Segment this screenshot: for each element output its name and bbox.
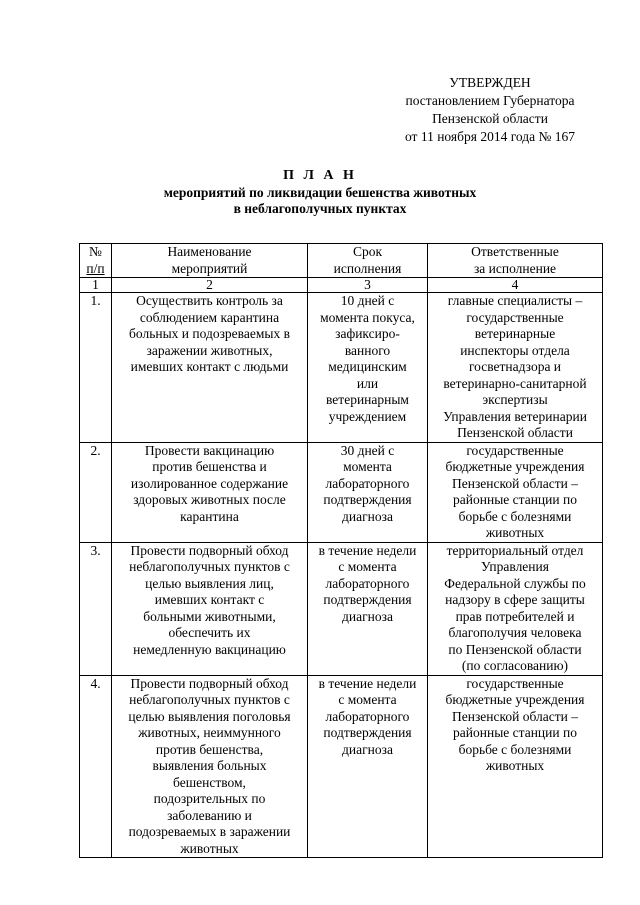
row-number: 3. bbox=[80, 542, 112, 675]
row-deadline-line: подтверждения bbox=[323, 492, 412, 507]
header-text: мероприятий bbox=[171, 260, 248, 276]
header-text: исполнения bbox=[333, 260, 402, 276]
row-deadline-line: лабораторного bbox=[325, 708, 410, 724]
row-deadline-line: или bbox=[356, 375, 379, 391]
approval-line: УТВЕРЖДЕН bbox=[449, 75, 531, 90]
row-deadline-line: в течение недели bbox=[318, 675, 417, 691]
row-responsible-line: ветеринарно-санитарной bbox=[443, 375, 587, 391]
row-responsible-line: территориальный отдел bbox=[446, 542, 584, 558]
header-number bbox=[80, 244, 112, 278]
row-deadline bbox=[308, 293, 428, 443]
header-action bbox=[112, 244, 308, 278]
row-deadline-line: зафиксиро- bbox=[335, 326, 400, 341]
table-row bbox=[80, 442, 603, 542]
row-action-line: против бешенства и bbox=[152, 459, 267, 474]
row-responsible-line: бюджетные учреждения bbox=[445, 692, 585, 707]
row-responsible-line: борьбе с болезнями bbox=[458, 508, 572, 524]
row-responsible-line: районные станции по bbox=[453, 492, 577, 507]
table-row bbox=[80, 293, 603, 443]
header-text: Ответственные bbox=[471, 244, 559, 259]
header-text: Наименование bbox=[167, 244, 252, 259]
table-header-row bbox=[80, 244, 603, 278]
row-responsible-line: государственные bbox=[466, 675, 564, 691]
row-deadline bbox=[308, 542, 428, 675]
row-deadline bbox=[308, 675, 428, 858]
row-responsible-line: благополучия человека bbox=[448, 625, 582, 640]
row-deadline-line: ванного bbox=[344, 342, 391, 358]
table-row bbox=[80, 675, 603, 858]
row-deadline-line: медицинским bbox=[328, 359, 407, 374]
row-action bbox=[112, 293, 308, 443]
row-responsible-line: Пензенской области bbox=[457, 425, 573, 440]
table-row bbox=[80, 542, 603, 675]
row-deadline-line: ветеринарным bbox=[326, 392, 409, 407]
row-deadline-line: в течение недели bbox=[318, 542, 417, 558]
approval-line: постановлением Губернатора bbox=[405, 93, 575, 108]
column-number: 3 bbox=[308, 278, 428, 293]
column-number: 2 bbox=[112, 278, 308, 293]
row-action bbox=[112, 442, 308, 542]
row-number: 4. bbox=[80, 675, 112, 858]
row-action-line: немедленную вакцинацию bbox=[133, 641, 286, 657]
row-action-line: обеспечить их bbox=[168, 625, 251, 640]
row-deadline-line: диагноза bbox=[342, 608, 393, 624]
row-action-line: Провести подворный обход bbox=[130, 675, 289, 691]
row-action-line: подозреваемых в заражении bbox=[128, 824, 291, 839]
row-responsible-line: (по согласованию) bbox=[461, 658, 569, 673]
document-title bbox=[0, 168, 640, 218]
row-action-line: больными животными, bbox=[143, 608, 276, 624]
column-number-row bbox=[80, 278, 603, 293]
row-responsible bbox=[428, 442, 603, 542]
row-action-line: животных, неиммунного bbox=[138, 725, 281, 740]
row-action-line: соблюдением карантина bbox=[139, 309, 280, 325]
approval-stamp bbox=[360, 74, 620, 146]
row-action-line: здоровых животных после bbox=[133, 492, 286, 507]
row-action-line: целью выявления поголовья bbox=[128, 708, 291, 724]
row-responsible-line: районные станции по bbox=[453, 725, 577, 740]
row-responsible-line: прав потребителей и bbox=[455, 608, 575, 624]
row-responsible-line: животных bbox=[485, 758, 545, 773]
row-deadline-line: диагноза bbox=[342, 741, 393, 757]
row-action-line: имевших контакт с bbox=[154, 592, 265, 607]
row-responsible-line: надзору в сфере защиты bbox=[445, 592, 585, 607]
row-deadline-line: лабораторного bbox=[325, 475, 410, 491]
row-action-line: выявления больных bbox=[152, 758, 267, 773]
row-action-line: целью выявления лиц, bbox=[145, 575, 274, 591]
row-action-line: неблагополучных пунктов с bbox=[129, 692, 290, 707]
row-responsible-line: животных bbox=[485, 525, 545, 540]
plan-heading: П Л А Н bbox=[283, 168, 357, 183]
row-number: 1. bbox=[80, 293, 112, 443]
row-responsible-line: государственные bbox=[466, 309, 564, 325]
header-text: Срок bbox=[352, 244, 383, 259]
header-text: № bbox=[89, 244, 102, 259]
row-deadline-line: 30 дней с bbox=[340, 442, 395, 458]
row-responsible bbox=[428, 542, 603, 675]
row-responsible-line: бюджетные учреждения bbox=[445, 459, 585, 474]
row-action-line: изолированное содержание bbox=[130, 475, 289, 491]
row-responsible-line: борьбе с болезнями bbox=[458, 741, 572, 757]
row-responsible-line: Федеральной службы по bbox=[444, 575, 586, 591]
plan-subtitle: мероприятий по ликвидации бешенства животных bbox=[163, 184, 477, 200]
row-responsible bbox=[428, 675, 603, 858]
approval-line: от 11 ноября 2014 года № 167 bbox=[404, 129, 576, 144]
row-action-line: заражении животных, bbox=[146, 342, 273, 358]
row-action-line: неблагополучных пунктов с bbox=[129, 559, 290, 574]
row-deadline-line: учреждением bbox=[328, 408, 407, 424]
row-deadline-line: диагноза bbox=[342, 508, 393, 524]
row-responsible-line: по Пензенской области bbox=[448, 641, 582, 657]
row-responsible-line: Управления ветеринарии bbox=[443, 408, 587, 424]
row-responsible-line: ветеринарные bbox=[474, 326, 556, 341]
row-deadline-line: с момента bbox=[338, 692, 397, 707]
row-deadline-line: 10 дней с bbox=[340, 293, 395, 308]
row-deadline-line: момента покуса, bbox=[320, 309, 415, 325]
row-deadline-line: момента bbox=[343, 459, 392, 474]
header-text: п/п bbox=[86, 260, 105, 276]
row-action-line: животных bbox=[180, 840, 239, 856]
plan-table bbox=[79, 243, 603, 858]
row-responsible bbox=[428, 293, 603, 443]
row-action-line: Провести вакцинацию bbox=[144, 442, 275, 458]
row-action bbox=[112, 675, 308, 858]
header-text: за исполнение bbox=[473, 260, 557, 276]
plan-subtitle: в неблагополучных пунктах bbox=[233, 201, 407, 216]
row-responsible-line: Пензенской области – bbox=[452, 708, 578, 724]
row-responsible-line: Управления bbox=[481, 559, 549, 574]
row-responsible-line: инспекторы отдела bbox=[460, 342, 570, 358]
row-deadline-line: подтверждения bbox=[323, 592, 412, 607]
row-number: 2. bbox=[80, 442, 112, 542]
row-action-line: заболеванию и bbox=[167, 807, 252, 823]
row-action-line: имевших контакт с людьми bbox=[130, 359, 289, 374]
header-responsible bbox=[428, 244, 603, 278]
row-deadline-line: подтверждения bbox=[323, 725, 412, 740]
row-deadline-line: с момента bbox=[338, 559, 397, 574]
row-responsible-line: Пензенской области – bbox=[452, 475, 578, 491]
approval-line: Пензенской области bbox=[432, 111, 548, 126]
column-number: 1 bbox=[80, 278, 112, 293]
row-action-line: больных и подозреваемых в bbox=[129, 326, 290, 341]
row-responsible-line: государственные bbox=[466, 442, 564, 458]
row-action-line: карантина bbox=[180, 508, 239, 524]
row-action-line: бешенством, bbox=[173, 774, 246, 790]
header-deadline bbox=[308, 244, 428, 278]
row-responsible-line: экспертизы bbox=[482, 392, 548, 407]
row-action-line: Осуществить контроль за bbox=[136, 293, 283, 308]
row-action-line: подозрительных по bbox=[153, 791, 266, 806]
column-number: 4 bbox=[428, 278, 603, 293]
row-action-line: Провести подворный обход bbox=[130, 542, 289, 558]
row-deadline-line: лабораторного bbox=[325, 575, 410, 591]
row-responsible-line: госветнадзора и bbox=[468, 359, 562, 374]
row-action bbox=[112, 542, 308, 675]
row-action-line: против бешенства, bbox=[155, 741, 264, 757]
row-deadline bbox=[308, 442, 428, 542]
row-responsible-line: главные специалисты – bbox=[447, 293, 583, 308]
